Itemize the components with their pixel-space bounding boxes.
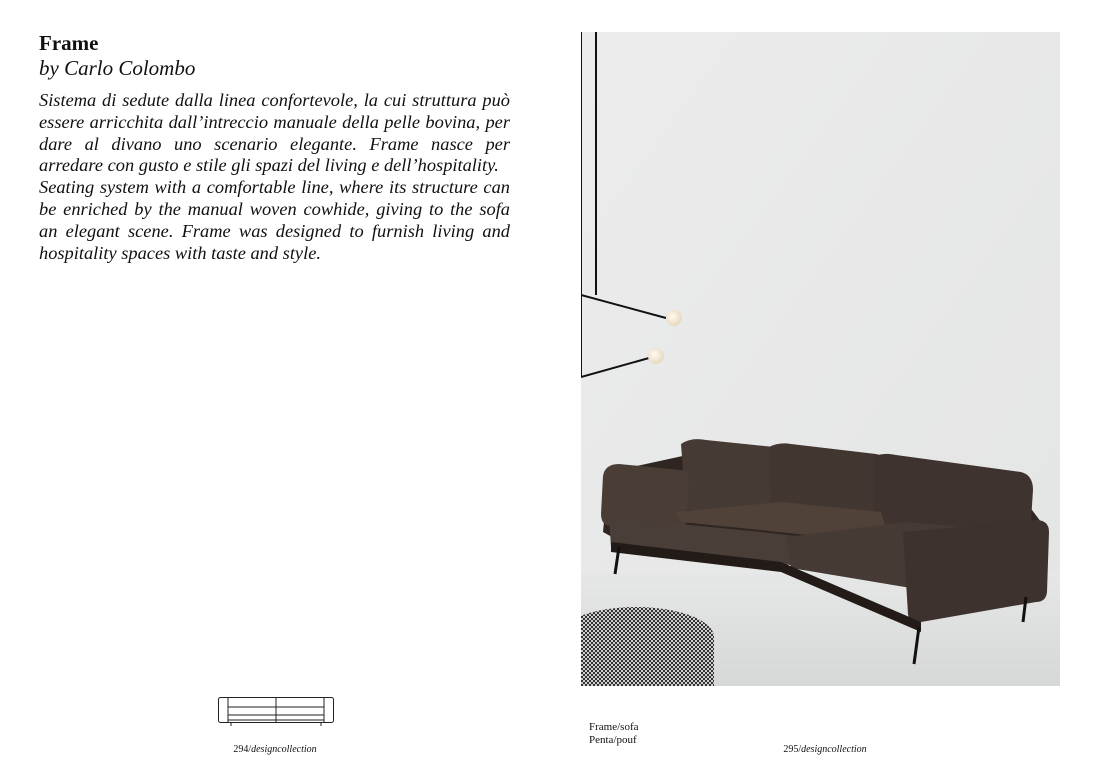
collection-label: designcollection: [251, 744, 317, 755]
product-title: Frame: [39, 31, 99, 55]
pouf-side: [581, 637, 714, 686]
collection-label: designcollection: [801, 744, 867, 755]
sofa-photo: [581, 32, 1060, 686]
sofa-outline-icon: [217, 693, 335, 729]
lamp-bulb-upper: [666, 310, 682, 326]
caption-line-pouf: Penta/pouf: [589, 733, 637, 746]
page-number-left: [160, 744, 390, 755]
description-english: Seating system with a comfortable line, where its structure can be enriched by the manual woven cowhide, giving to the sofa an elegant scene. Frame was designed to furnish living and hospitality spaces with taste and style.: [39, 177, 510, 263]
page-number-right: [710, 744, 940, 755]
page-number: 294/: [233, 744, 252, 755]
lamp-bulb-lower: [648, 348, 664, 364]
caption-line-sofa: Frame/sofa: [589, 721, 639, 733]
page-number: 295/: [783, 744, 802, 755]
product-description: [39, 90, 510, 264]
photo-caption: [589, 721, 638, 746]
designer-credit: by Carlo Colombo: [39, 56, 196, 80]
description-italian: Sistema di sedute dalla linea confortevole, la cui struttura può essere arricchita dall’intreccio manuale della pelle bovina, per dare al divano uno scenario elegante. Frame nasce per arredare con gusto e stile gli spazi del living e dell’hospitality.: [39, 90, 510, 176]
